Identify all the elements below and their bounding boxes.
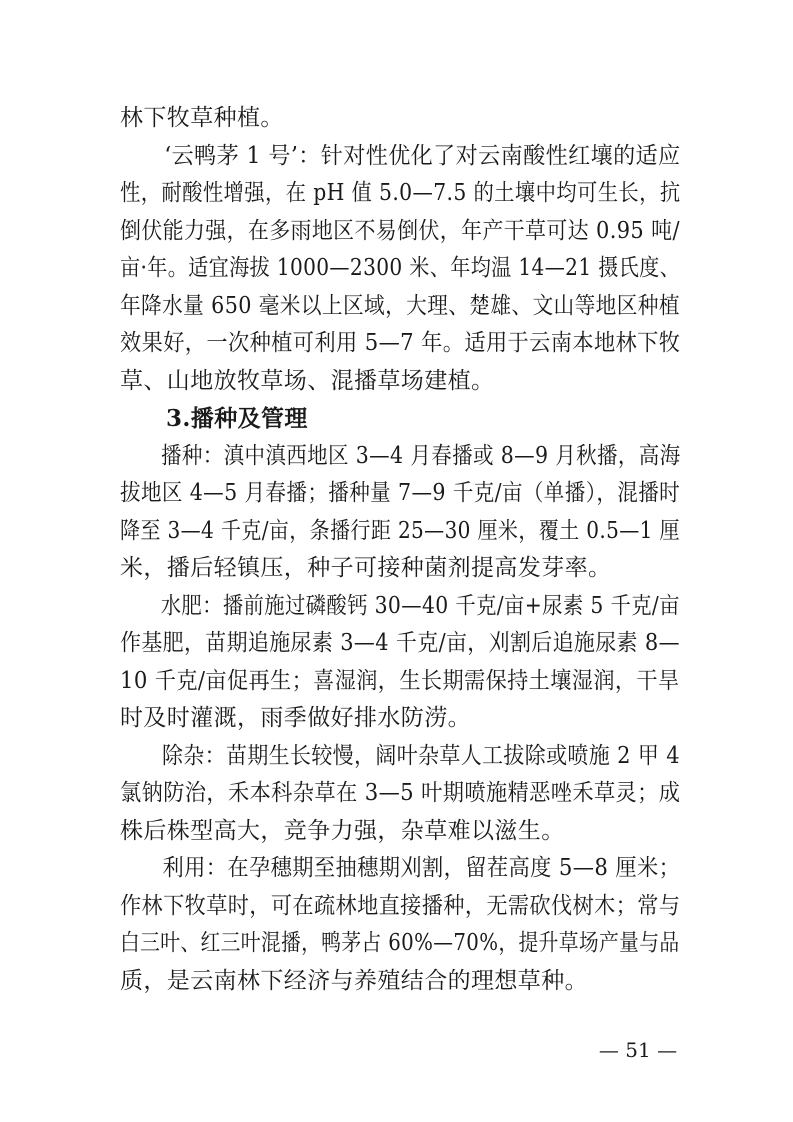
text-line: 白三叶、红三叶混播，鸭茅占 60%—70%，提升草场产量与品 xyxy=(120,930,680,956)
text-line: 作基肥，苗期追施尿素 3—4 千克/亩，刈割后追施尿素 8— xyxy=(120,630,680,656)
text-line: ‘云鸭茅 1 号’：针对性优化了对云南酸性红壤的适应 xyxy=(164,142,681,169)
text-line: 草、山地放牧草场、混播草场建植。 xyxy=(120,367,495,394)
text-line: 时及时灌溉，雨季做好排水防涝。 xyxy=(120,705,471,731)
text-line: 年降水量 650 毫米以上区域，大理、楚雄、文山等地区种植 xyxy=(120,292,680,319)
page-number: — 51 — xyxy=(598,1038,678,1062)
text-line: 倒伏能力强，在多雨地区不易倒伏，年产干草可达 0.95 吨/ xyxy=(120,217,680,244)
text-line: 利用：在孕穗期至抽穗期刈割，留茬高度 5—8 厘米； xyxy=(162,855,681,881)
text-line: 质，是云南林下经济与养殖结合的理想草种。 xyxy=(120,967,588,994)
text-line: 降至 3—4 千克/亩，条播行距 25—30 厘米，覆土 0.5—1 厘 xyxy=(120,517,680,544)
text-line: 性，耐酸性增强，在 pH 值 5.0—7.5 的土壤中均可生长，抗 xyxy=(120,180,681,206)
text-line: 林下牧草种植。 xyxy=(120,105,284,131)
text-line: 氯钠防治，禾本科杂草在 3—5 叶期喷施精恶唑禾草灵；成 xyxy=(120,780,681,806)
text-line: 水肥：播前施过磷酸钙 30—40 千克/亩+尿素 5 千克/亩 xyxy=(160,592,680,619)
text-line: 米，播后轻镇压，种子可接种菌剂提高发芽率。 xyxy=(120,555,612,581)
text-line: 除杂：苗期生长较慢，阔叶杂草人工拔除或喷施 2 甲 4 xyxy=(161,742,680,769)
section-heading: 3.播种及管理 xyxy=(166,405,308,432)
text-line: 拔地区 4—5 月春播；播种量 7—9 千克/亩（单播），混播时 xyxy=(120,480,681,506)
text-line: 作林下牧草时，可在疏林地直接播种，无需砍伐树木；常与 xyxy=(120,892,681,919)
text-line: 株后株型高大，竞争力强，杂草难以滋生。 xyxy=(120,817,565,844)
body-text xyxy=(120,100,680,1000)
text-line: 效果好，一次种植可利用 5—7 年。适用于云南本地林下牧 xyxy=(120,330,681,356)
text-line: 播种：滇中滇西地区 3—4 月春播或 8—9 月秋播，高海 xyxy=(161,442,681,469)
text-line: 亩·年。适宜海拔 1000—2300 米、年均温 14—21 摄氏度、 xyxy=(120,255,681,281)
text-line: 10 千克/亩促再生；喜湿润，生长期需保持土壤湿润，干旱 xyxy=(120,667,680,694)
